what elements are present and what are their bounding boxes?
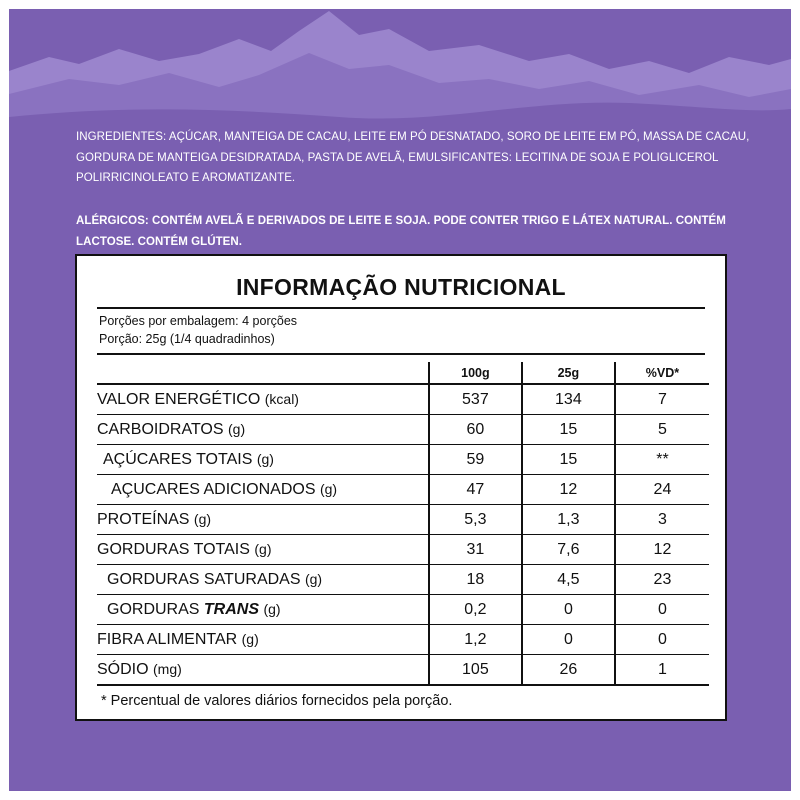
table-row: [97, 655, 709, 686]
servings-per-package: Porções por embalagem: 4 porções: [99, 314, 298, 328]
value-100g: 5,3: [429, 505, 522, 535]
value-25g: 134: [522, 384, 615, 415]
table-row: [97, 505, 709, 535]
nutrient-name: AÇÚCARES TOTAIS: [103, 450, 253, 468]
value-25g: 1,3: [522, 505, 615, 535]
nutrient-name: PROTEÍNAS: [97, 510, 190, 528]
title-divider: [97, 307, 705, 309]
nutrient-name: GORDURAS SATURADAS: [107, 570, 301, 588]
nutrient-unit: (g): [254, 540, 272, 557]
value-vd: **: [615, 445, 709, 475]
value-25g: 15: [522, 415, 615, 445]
label-title: INFORMAÇÃO NUTRICIONAL: [236, 274, 566, 300]
header-25g: 25g: [522, 362, 615, 384]
nutrient-name: GORDURAS TOTAIS: [97, 540, 250, 558]
value-vd: 23: [615, 565, 709, 595]
nutrient-unit: (g): [193, 510, 212, 527]
portion-divider: [97, 353, 705, 355]
nutrition-table: [97, 362, 709, 686]
footnote: * Percentual de valores diários fornecidos pela porção.: [101, 693, 453, 709]
table-header-row: [97, 362, 709, 384]
value-25g: 15: [522, 445, 615, 475]
nutrient-name: FIBRA ALIMENTAR: [97, 630, 238, 648]
table-row: [97, 595, 709, 625]
value-100g: 47: [429, 475, 522, 505]
nutrition-facts-label: [75, 254, 727, 721]
nutrient-name: AÇUCARES ADICIONADOS: [111, 480, 316, 498]
value-100g: 60: [429, 415, 522, 445]
nutrient-unit: (mg): [153, 660, 182, 677]
table-row: [97, 535, 709, 565]
nutrient-unit: (g): [256, 450, 274, 467]
value-vd: 1: [615, 655, 709, 686]
nutrient-unit: (g): [304, 570, 323, 587]
value-100g: 1,2: [429, 625, 522, 655]
header-100g: 100g: [429, 362, 522, 384]
mountain-illustration: [9, 9, 791, 139]
value-100g: 18: [429, 565, 522, 595]
value-vd: 0: [615, 625, 709, 655]
nutrient-name: CARBOIDRATOS: [97, 420, 224, 438]
table-row: [97, 625, 709, 655]
allergens-text: ALÉRGICOS: CONTÉM AVELÃ E DERIVADOS DE LEITE E SOJA. PODE CONTER TRIGO E LÁTEX NATURAL. CONTÉM LACTOSE. CONTÉM GLÚTEN.: [76, 213, 726, 248]
value-vd: 5: [615, 415, 709, 445]
value-vd: 0: [615, 595, 709, 625]
value-100g: 59: [429, 445, 522, 475]
header-vd: %VD*: [615, 362, 709, 384]
value-25g: 0: [522, 595, 615, 625]
value-vd: 7: [615, 384, 709, 415]
nutrient-unit: (g): [263, 600, 281, 617]
table-row: [97, 384, 709, 415]
package-back-panel: [9, 9, 791, 791]
value-100g: 105: [429, 655, 522, 686]
nutrient-unit: (g): [241, 630, 259, 647]
value-100g: 31: [429, 535, 522, 565]
value-25g: 0: [522, 625, 615, 655]
value-100g: 537: [429, 384, 522, 415]
value-25g: 4,5: [522, 565, 615, 595]
header-nutrient: [97, 362, 429, 384]
nutrient-name: SÓDIO: [97, 660, 149, 678]
value-vd: 3: [615, 505, 709, 535]
value-25g: 26: [522, 655, 615, 686]
table-row: [97, 565, 709, 595]
table-row: [97, 475, 709, 505]
nutrient-name: VALOR ENERGÉTICO: [97, 390, 261, 408]
nutrient-name: GORDURAS: [107, 600, 200, 618]
nutrient-unit: (g): [228, 420, 246, 437]
value-vd: 12: [615, 535, 709, 565]
value-25g: 7,6: [522, 535, 615, 565]
nutrient-unit: (kcal): [264, 390, 299, 407]
table-row: [97, 415, 709, 445]
value-100g: 0,2: [429, 595, 522, 625]
serving-size: Porção: 25g (1/4 quadradinhos): [99, 332, 275, 346]
ingredients-text: INGREDIENTES: AÇÚCAR, MANTEIGA DE CACAU, LEITE EM PÓ DESNATADO, SORO DE LEITE EM PÓ, MASSA DE CACAU, GORDURA DE MANTEIGA DESIDRATADA, PASTA DE AVELÃ, EMULSIFICANTES: LECITINA DE SOJA E POLIGLICEROL POLIRRICINOLEATO E AROMATIZANTE.: [76, 129, 750, 184]
value-vd: 24: [615, 475, 709, 505]
table-row: [97, 445, 709, 475]
value-25g: 12: [522, 475, 615, 505]
nutrient-name-emphasis: TRANS: [203, 600, 260, 618]
nutrient-unit: (g): [319, 480, 338, 497]
